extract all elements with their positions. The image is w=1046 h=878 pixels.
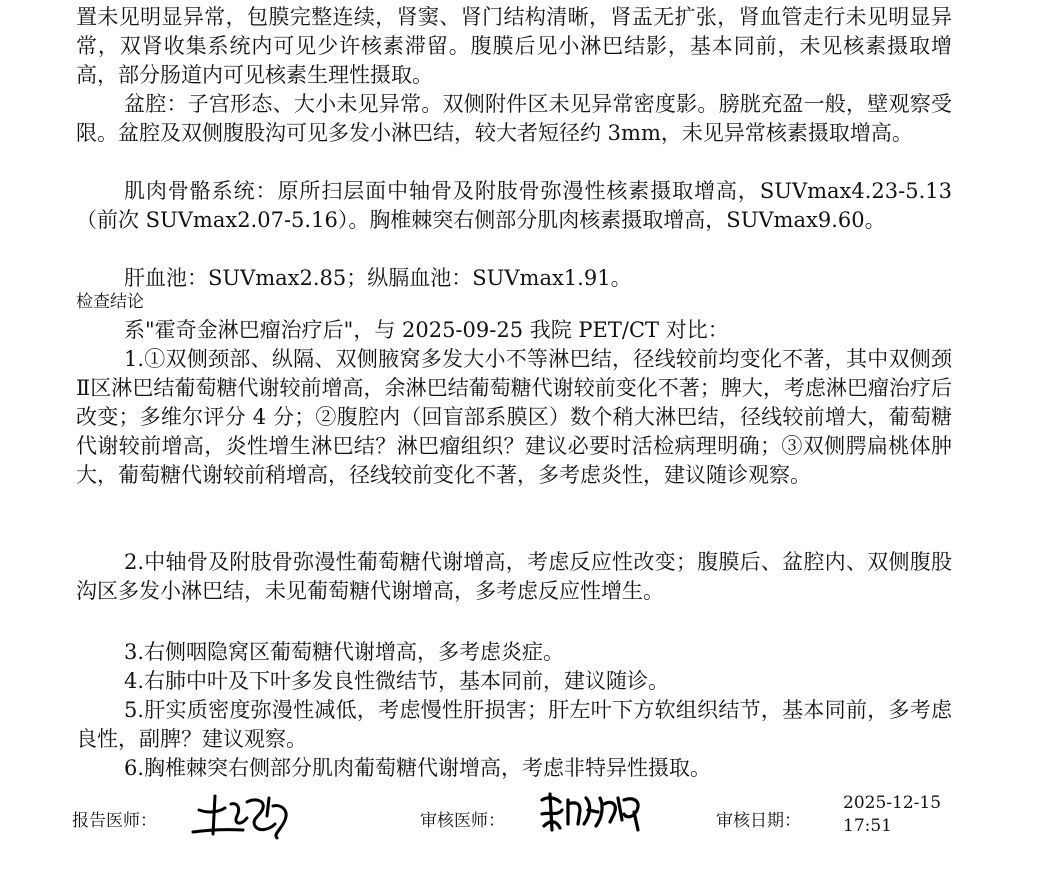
review-date-label: 审核日期： — [716, 811, 801, 831]
review-time: 17:51 — [843, 816, 892, 836]
conclusion-item: 2.中轴骨及附肢骨弥漫性葡萄糖代谢增高，考虑反应性改变；腹膜后、盆腔内、双侧腹股沟区多发小淋巴结，未见葡萄糖代谢增高，多考虑反应性增生。 — [76, 550, 952, 603]
conclusion-item: 4.右肺中叶及下叶多发良性微结节，基本同前，建议随诊。 — [124, 669, 670, 693]
conclusion-item: 1.①双侧颈部、纵隔、双侧腋窝多发大小不等淋巴结，径线较前均变化不著，其中双侧颈Ⅱ区淋巴结葡萄糖代谢较前增高，余淋巴结葡萄糖代谢较前变化不著；脾大，考虑淋巴瘤治疗后改变；多维尔评分 4 分；②腹腔内（回盲部系膜区）数个稍大淋巴结，径线较前增大，葡萄糖代谢较前增高，炎性增生淋巴结？淋巴瘤组织？建议必要时活检病理明确；③双侧腭扁桃体肿大，葡萄糖代谢较前稍增高，径线较前变化不著，多考虑炎性，建议随诊观察。 — [76, 347, 952, 487]
signature-footer — [0, 788, 1046, 858]
review-doctor-label: 审核医师： — [420, 811, 505, 831]
conclusion-item: 6.胸椎棘突右侧部分肌肉葡萄糖代谢增高，考虑非特异性摄取。 — [124, 756, 712, 780]
conclusion-heading: 检查结论 — [76, 292, 144, 312]
findings-blood-pool-text: 肝血池：SUVmax2.85；纵膈血池：SUVmax1.91。 — [124, 266, 632, 290]
report-doctor-label: 报告医师： — [72, 811, 157, 831]
conclusion-intro: 系"霍奇金淋巴瘤治疗后"，与 2025-09-25 我院 PET/CT 对比： — [124, 318, 729, 342]
findings-musculoskeletal-text: 肌肉骨骼系统：原所扫层面中轴骨及附肢骨弥漫性核素摄取增高，SUVmax4.23-5.13（前次 SUVmax2.07-5.16）。胸椎棘突右侧部分肌肉核素摄取增高，SUVmax9.60。 — [76, 179, 952, 232]
review-date: 2025-12-15 — [843, 793, 942, 813]
conclusion-item: 5.肝实质密度弥漫性减低，考虑慢性肝损害；肝左叶下方软组织结节，基本同前，多考虑良性，副脾？建议观察。 — [76, 698, 952, 751]
report-doctor-signature — [185, 788, 303, 840]
conclusion-item: 3.右侧咽隐窝区葡萄糖代谢增高，多考虑炎症。 — [124, 640, 565, 664]
review-datetime — [843, 792, 941, 838]
findings-pelvis-text: 盆腔：子宫形态、大小未见异常。双侧附件区未见异常密度影。膀胱充盈一般，壁观察受限。盆腔及双侧腹股沟可见多发小淋巴结，较大者短径约 3mm，未见异常核素摄取增高。 — [76, 92, 952, 145]
review-doctor-signature — [538, 790, 648, 838]
findings-kidney-text: 置未见明显异常，包膜完整连续，肾窦、肾门结构清晰，肾盂无扩张，肾血管走行未见明显异常，双肾收集系统内可见少许核素滞留。腹膜后见小淋巴结影，基本同前，未见核素摄取增高，部分肠道内可见核素生理性摄取。 — [76, 5, 952, 87]
